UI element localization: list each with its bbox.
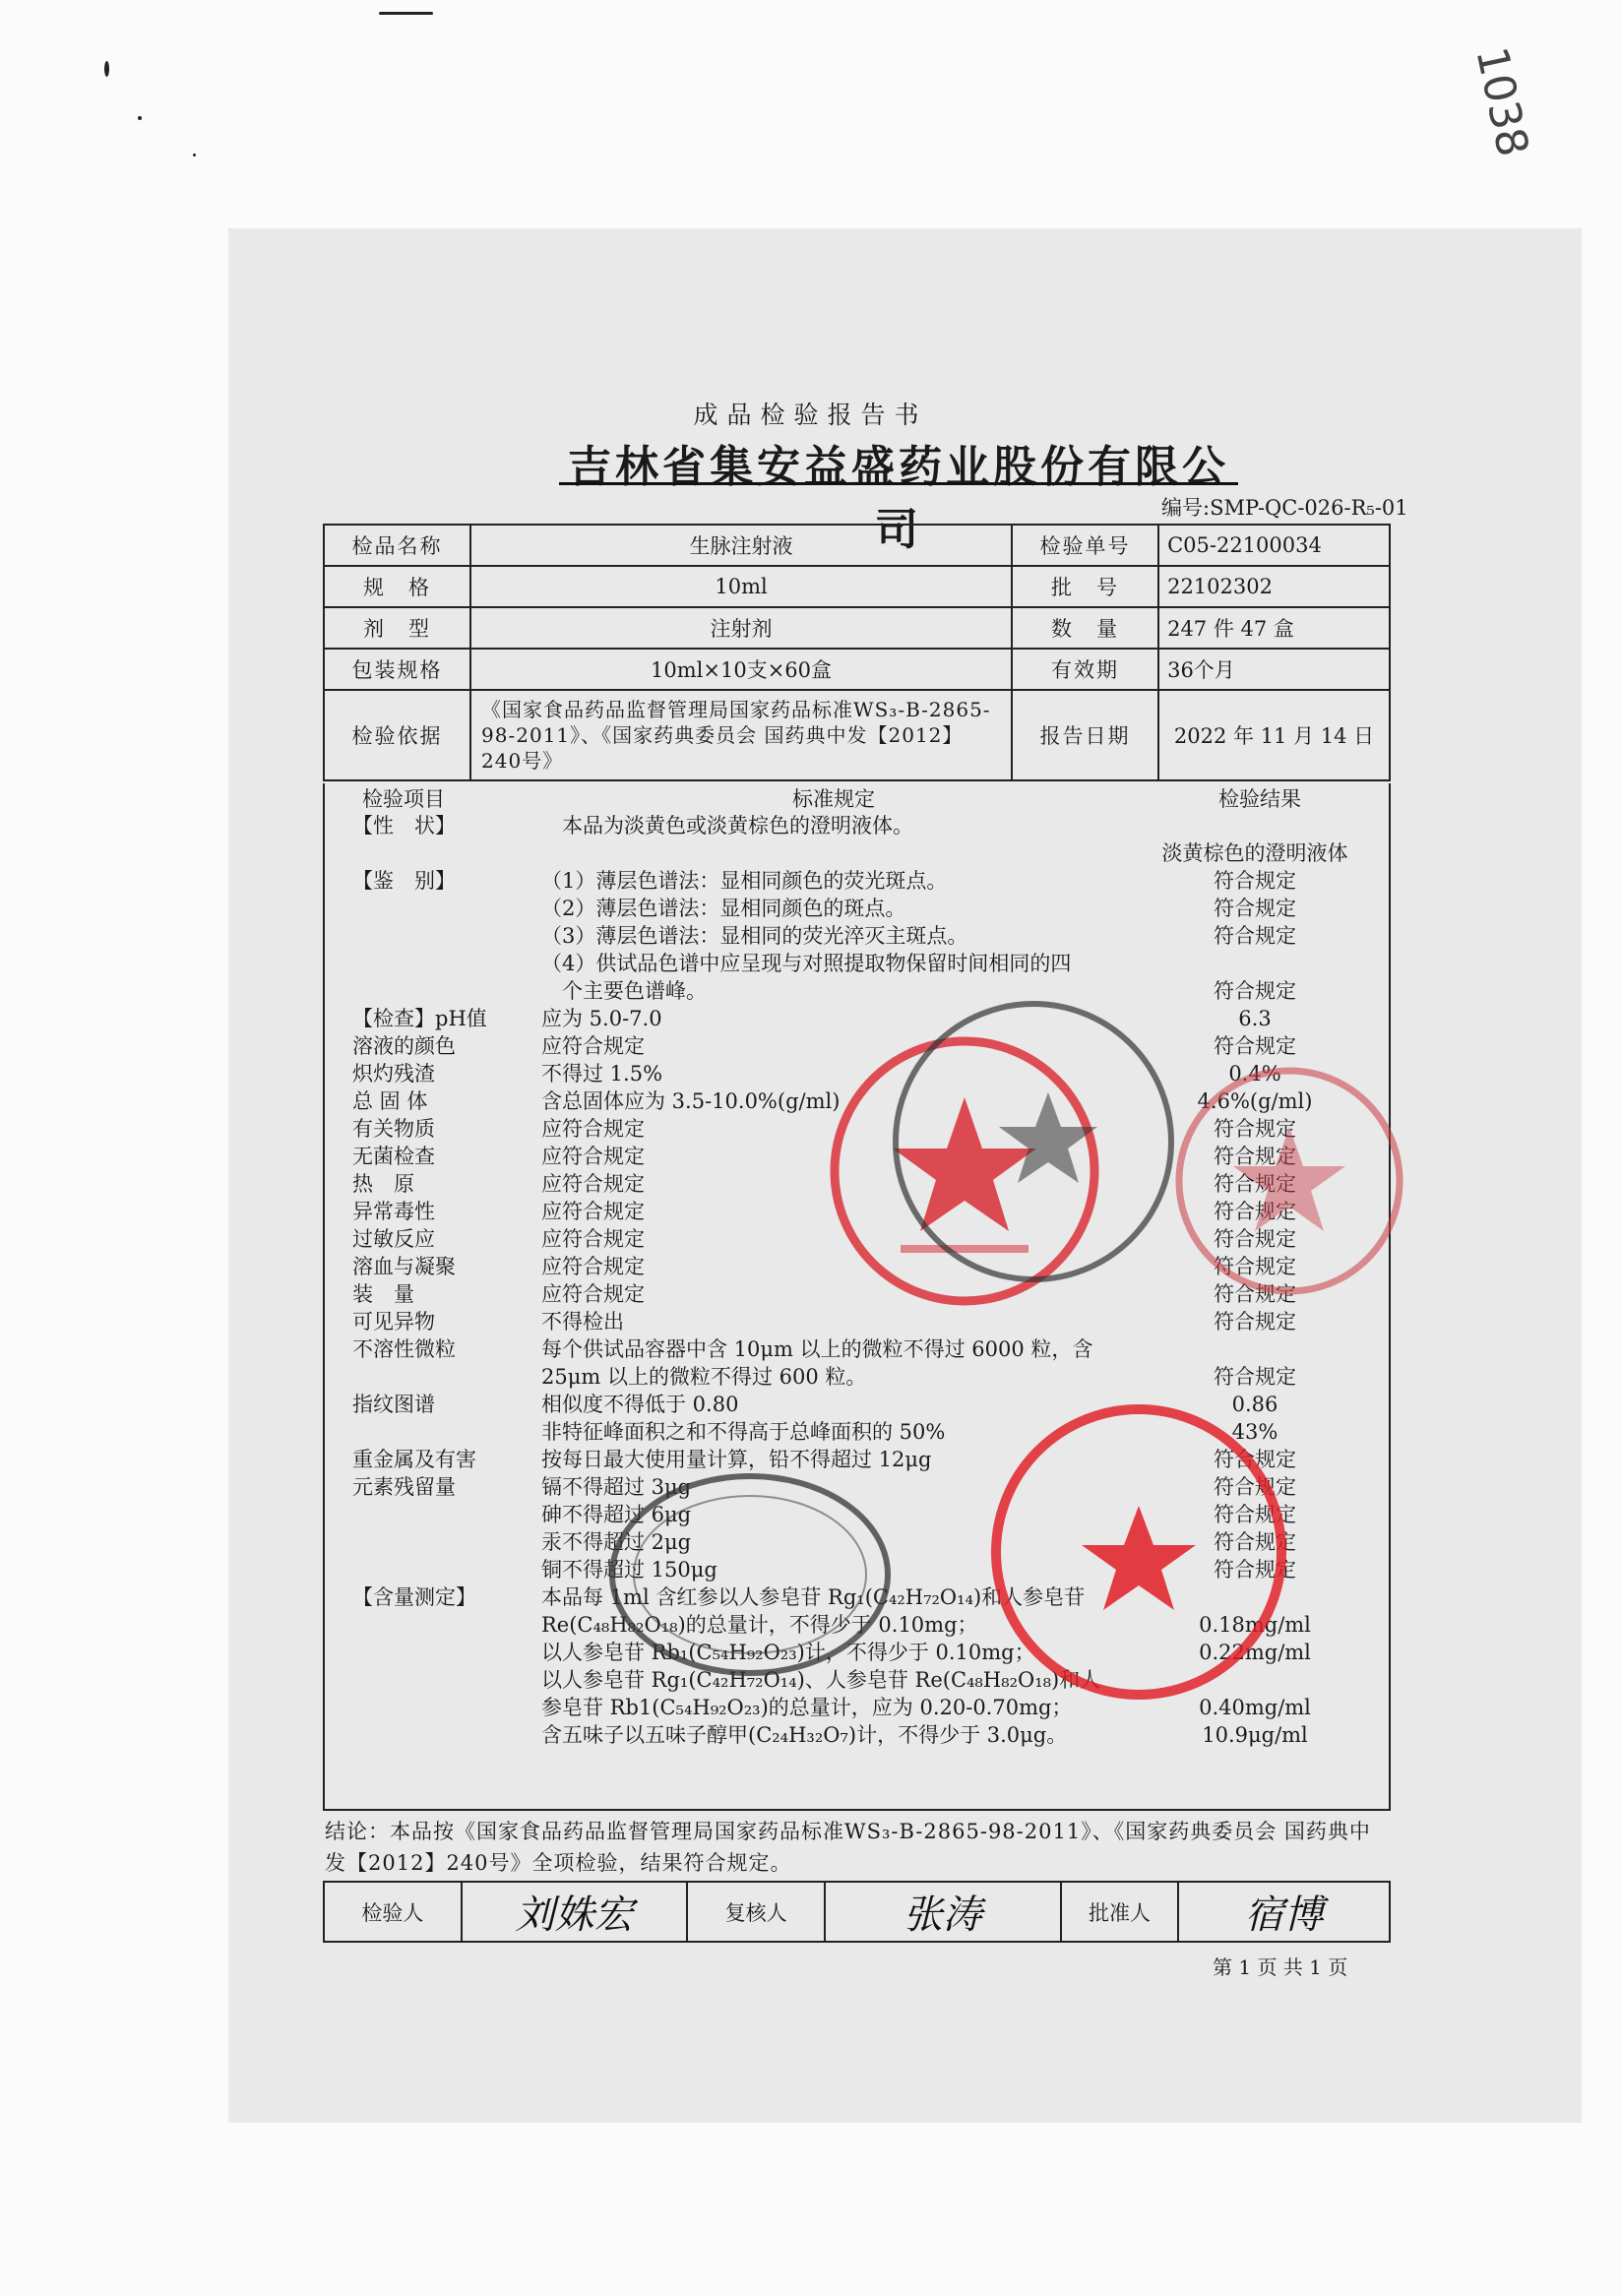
test-item-row [325,895,1388,922]
test-item-standard: 应符合规定 [541,1227,645,1251]
test-item-standard: 应符合规定 [541,1034,645,1058]
test-item-item: 元素残留量 [352,1475,456,1499]
info-row [324,607,1390,649]
label-inspector: 检验人 [324,1882,462,1942]
test-item-item: 溶血与凝聚 [352,1255,456,1278]
header-result: 检验结果 [1218,787,1301,811]
test-basis: 《国家食品药品监督管理局国家药品标准WS₃-B-2865-98-2011》、《国家药典委员会 国药典中发【2012】240号》 [470,690,1012,780]
test-item-item: 异常毒性 [352,1200,435,1223]
test-item-standard: 个主要色谱峰。 [541,979,707,1003]
test-item-result: 0.86 [1231,1393,1278,1416]
test-item-standard: （4）供试品色谱中应呈现与对照提取物保留时间相同的四 [541,952,1072,975]
product-name: 生脉注射液 [470,525,1012,566]
label-validity: 有效期 [1012,649,1158,690]
test-item-standard: 应符合规定 [541,1282,645,1306]
test-item-standard: 应符合规定 [541,1255,645,1278]
test-item-result: 0.40mg/ml [1199,1696,1311,1719]
test-item-result: 符合规定 [1214,1530,1296,1554]
test-item-item: 炽灼残渣 [352,1062,435,1086]
test-item-result: 符合规定 [1214,1255,1296,1278]
test-item-standard: 以人参皂苷 Rg₁(C₄₂H₇₂O₁₄)、人参皂苷 Re(C₄₈H₈₂O₁₈)和人 [541,1668,1101,1692]
test-item-row [325,1721,1388,1749]
label-dosage-form: 剂 型 [324,607,470,649]
scan-speck [104,61,109,77]
scan-speck [138,116,142,120]
test-item-result: 符合规定 [1214,1503,1296,1526]
test-item-item: 【检查】pH值 [352,1007,487,1030]
header-standard: 标准规定 [792,787,875,811]
test-item-item: 不溶性微粒 [352,1337,456,1361]
packaging: 10ml×10支×60盒 [470,649,1012,690]
scan-speck [193,154,196,156]
test-item-standard: 铜不得超过 150μg [541,1558,717,1582]
report-date: 2022 年 11 月 14 日 [1158,690,1390,780]
test-item-row [325,867,1388,895]
test-item-item: 总 固 体 [352,1089,428,1113]
test-item-item: 重金属及有害 [352,1448,476,1471]
test-item-standard: 25μm 以上的微粒不得过 600 粒。 [541,1365,867,1389]
test-item-standard: 含五味子以五味子醇甲(C₂₄H₃₂O₇)计，不得少于 3.0μg。 [541,1723,1068,1747]
stamp-jian-yisheng [886,994,1181,1289]
test-item-result: 符合规定 [1214,924,1296,948]
header-item: 检验项目 [362,787,445,811]
test-item-row [325,1363,1388,1391]
label-report-date: 报告日期 [1012,690,1158,780]
test-item-result: 淡黄棕色的澄明液体 [1161,841,1348,865]
test-item-standard: 非特征峰面积之和不得高于总峰面积的 50% [541,1420,946,1444]
test-item-result: 43% [1231,1420,1278,1444]
test-item-row [325,1335,1388,1363]
signoff-table [323,1881,1391,1943]
test-item-standard: 应符合规定 [541,1172,645,1196]
company-underline [559,482,1238,485]
stamp-sinopharm-seal [602,1466,898,1683]
test-item-result: 符合规定 [1214,1034,1296,1058]
spec: 10ml [470,566,1012,607]
test-item-standard: 汞不得超过 2μg [541,1530,692,1554]
test-item-item: 【性 状】 [352,814,456,838]
reviewer-signature: 张涛 [825,1882,1061,1942]
test-no: C05-22100034 [1158,525,1390,566]
test-item-standard: （1）薄层色谱法：显相同颜色的荧光斑点。 [541,869,948,893]
test-item-standard: 以人参皂苷 Rb₁(C₅₄H₉₂O₂₃)计，不得少于 0.10mg； [541,1641,1035,1664]
test-item-item: 【鉴 别】 [352,869,456,893]
test-item-standard: 砷不得超过 6μg [541,1503,692,1526]
stamp-quality-dept [1166,1058,1412,1304]
test-item-item: 无菌检查 [352,1145,435,1168]
test-item-standard: 不得过 1.5% [541,1062,663,1086]
test-item-standard: 含总固体应为 3.5-10.0%(g/ml) [541,1089,841,1113]
label-product-name: 检品名称 [324,525,470,566]
test-item-result: 符合规定 [1214,1145,1296,1168]
label-batch: 批 号 [1012,566,1158,607]
label-packaging: 包装规格 [324,649,470,690]
label-spec: 规 格 [324,566,470,607]
approver-signature: 宿博 [1178,1882,1390,1942]
test-item-standard: 不得检出 [541,1310,624,1334]
test-item-result: 符合规定 [1214,979,1296,1003]
test-item-standard: 参皂苷 Rb1(C₅₄H₉₂O₂₃)的总量计，应为 0.20-0.70mg； [541,1696,1073,1719]
test-item-result: 符合规定 [1214,1475,1296,1499]
test-item-row [325,839,1388,867]
info-row [324,525,1390,566]
test-item-row [325,812,1388,839]
test-item-item: 装 量 [352,1282,414,1306]
test-item-standard: Re(C₄₈H₈₂O₁₈)的总量计，不得少于 0.10mg； [541,1613,978,1637]
test-item-standard: 应符合规定 [541,1145,645,1168]
test-item-standard: 按每日最大使用量计算，铅不得超过 12μg [541,1448,932,1471]
signoff-row [324,1882,1390,1942]
test-item-row [325,950,1388,977]
info-row [324,649,1390,690]
test-item-standard: 应符合规定 [541,1200,645,1223]
test-item-result: 符合规定 [1214,1448,1296,1471]
company-name: 吉林省集安益盛药业股份有限公司 [568,442,1229,555]
test-item-result: 符合规定 [1214,1117,1296,1141]
label-test-no: 检验单号 [1012,525,1158,566]
test-item-result: 符合规定 [1214,1200,1296,1223]
label-reviewer: 复核人 [687,1882,825,1942]
items-header [325,785,1388,813]
dosage-form: 注射剂 [470,607,1012,649]
validity: 36个月 [1158,649,1390,690]
batch-no: 22102302 [1158,566,1390,607]
stamp-shangqiu-company [984,1397,1294,1707]
test-item-standard: 本品每 1ml 含红参以人参皂苷 Rg₁(C₄₂H₇₂O₁₄)和人参皂苷 [541,1585,1086,1609]
label-approver: 批准人 [1061,1882,1179,1942]
test-item-result: 符合规定 [1214,1282,1296,1306]
corner-handwritten-number: 1038 [1465,42,1538,161]
test-item-result: 0.22mg/ml [1199,1641,1311,1664]
test-item-row [325,977,1388,1005]
test-item-standard: 相似度不得低于 0.80 [541,1393,739,1416]
test-item-row [325,922,1388,950]
test-item-result: 4.6%(g/ml) [1197,1089,1313,1113]
test-item-standard: 应为 5.0-7.0 [541,1007,662,1030]
test-item-item: 热 原 [352,1172,414,1196]
test-item-result: 6.3 [1238,1007,1272,1030]
test-item-item: 过敏反应 [352,1227,435,1251]
test-item-result: 符合规定 [1214,869,1296,893]
info-row [324,566,1390,607]
test-item-item: 溶液的颜色 [352,1034,456,1058]
test-item-standard: 镉不得超过 3μg [541,1475,692,1499]
label-quantity: 数 量 [1012,607,1158,649]
test-item-standard: （2）薄层色谱法：显相同颜色的斑点。 [541,897,906,920]
test-item-item: 指纹图谱 [352,1393,435,1416]
document-code: 编号:SMP-QC-026-R₅-01 [1161,496,1408,520]
test-item-result: 符合规定 [1214,1558,1296,1582]
info-row [324,690,1390,780]
page-number: 第 1 页 共 1 页 [1213,1955,1348,1979]
test-item-standard: 本品为淡黄色或淡黄棕色的澄明液体。 [541,814,913,838]
label-test-basis: 检验依据 [324,690,470,780]
test-item-item: 有关物质 [352,1117,435,1141]
test-item-result: 符合规定 [1214,1310,1296,1334]
test-item-result: 0.4% [1228,1062,1281,1086]
inspector-signature: 刘姝宏 [462,1882,688,1942]
test-item-standard: （3）薄层色谱法：显相同的荧光淬灭主斑点。 [541,924,968,948]
test-item-result: 符合规定 [1214,1172,1296,1196]
document-kind: 成品检验报告书 [693,401,928,429]
quantity: 247 件 47 盒 [1158,607,1390,649]
test-item-result: 符合规定 [1214,897,1296,920]
test-item-item: 【含量测定】 [352,1585,476,1609]
product-info-table [323,524,1391,781]
test-item-result: 符合规定 [1214,1227,1296,1251]
scan-speck [379,12,433,15]
test-item-standard: 应符合规定 [541,1117,645,1141]
test-item-item: 可见异物 [352,1310,435,1334]
test-item-result: 0.18mg/ml [1199,1613,1311,1637]
test-item-standard: 每个供试品容器中含 10μm 以上的微粒不得过 6000 粒，含 [541,1337,1093,1361]
test-item-result: 符合规定 [1214,1365,1296,1389]
test-item-result: 10.9μg/ml [1202,1723,1308,1747]
conclusion: 结论：本品按《国家食品药品监督管理局国家药品标准WS₃-B-2865-98-2011》、《国家药典委员会 国药典中发【2012】240号》全项检验，结果符合规定。 [325,1820,1371,1875]
